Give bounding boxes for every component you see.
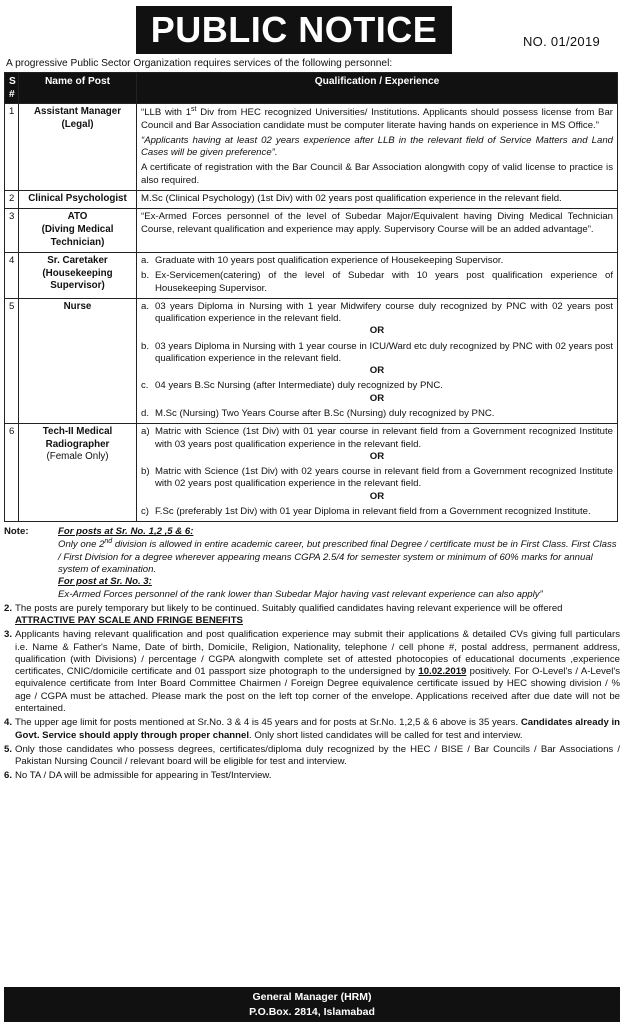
- table-header-row: [5, 73, 618, 104]
- option-item: a. 03 years Diploma in Nursing with 1 year Midwifery course duly recognized by PNC with 02 years post qualification experience in the relevant field.: [141, 300, 613, 325]
- post-name: Sr. Caretaker: [47, 255, 108, 267]
- post-name: Tech-II Medical Radiographer: [42, 426, 113, 450]
- point-text: Applicants having relevant qualification and post qualification experience may submit their applications & detailed CVs giving full particulars i.e. Name & Father's Name, Date of birth, Domicile, Religion, Nationality, telephone / cell phone #, postal address, permanent address, qualification (with Divisions) / percentage / CGPA alongwith complete set of attested photocopies of educational documents ,experience certificates, CNIC/domicile certificate and 01 passport size photograph to the undersigned by 10.02.2019 positively. For O-Level's / A-Level's equivalence certificate from Inter Board Committee Chairmen / Foreign Degree equivalence certificate issued by HEC showing division / % age / CGPA must be attached. Please mark the post on the left top corner of the envelope. Applications received after due date will not be entertained.: [15, 629, 620, 714]
- post-name: Nurse: [63, 300, 92, 312]
- deadline-date: 10.02.2019: [418, 666, 467, 678]
- option-item: a. Graduate with 10 years post qualification experience of Housekeeping Supervisor.: [141, 255, 504, 267]
- post-name-cell: [19, 298, 137, 423]
- point-item: 3. Applicants having relevant qualification and post qualification experience may submit their applications & detailed CVs giving full particulars i.e. Name & Father's Name, Date of birth, Domicile, Religion, Nationality, telephone / cell phone #, postal address, permanent address, qualification (with Divisions) / percentage / CGPA alongwith complete set of attested photocopies of educational documents ,experience certificates, CNIC/domicile certificate and 01 passport size photograph to the undersigned by 10.02.2019 positively. For O-Level's / A-Level's equivalence certificate from Inter Board Committee Chairmen / Foreign Degree equivalence certificate issued by HEC showing division / % age / CGPA must be attached. Please mark the post on the left top corner of the envelope. Applications received after due date will not be entertained.: [4, 629, 620, 714]
- post-name: Assistant Manager: [33, 106, 122, 118]
- footer-signature: [4, 987, 620, 1022]
- notice-header: [4, 4, 620, 56]
- point-text: Only those candidates who possess degrees, certificates/diploma duly recognized by the HEC / BISE / Bar Councils / Bar Associations / Pakistan Nursing Council / relevant board will be eligible for test and interview.: [15, 743, 620, 768]
- qualification-cell: [137, 190, 618, 209]
- row-sn: 6: [5, 424, 19, 522]
- intro-text: A progressive Public Sector Organization requires services of the following personnel:: [6, 58, 393, 69]
- post-name-cell: [19, 209, 137, 253]
- notice-title: PUBLIC NOTICE: [136, 6, 452, 54]
- postal-address: P.O.Box. 2814, Islamabad: [249, 1006, 375, 1018]
- row-sn: 2: [5, 190, 19, 209]
- col-header-sn: S #: [5, 73, 19, 104]
- post-name: Clinical Psychologist: [28, 192, 127, 204]
- qualification-text: “Ex-Armed Forces personnel of the level of Subedar Major/Equivalent having Diving Medical Technician Course, relevant qualification and experience may apply. Supervisory Course will be an added advantage”.: [141, 211, 613, 235]
- or-separator: OR: [369, 490, 385, 502]
- option-item: b. Ex-Servicemen(catering) of the level of Subedar with 10 years post qualification experience of Housekeeping Supervisor.: [141, 270, 613, 294]
- point-text: No TA / DA will be admissible for appearing in Test/Interview.: [15, 770, 272, 782]
- note-text: Ex-Armed Forces personnel of the rank lower than Subedar Major having vast relevant experience can also apply”: [58, 588, 543, 600]
- qualification-cell: [137, 253, 618, 299]
- point-item: 2. The posts are purely temporary but likely to be continued. Suitably qualified candidates having relevant experience will be offered ATTRACTIVE PAY SCALE AND FRINGE BENEFITS: [4, 603, 620, 628]
- table-row: [5, 424, 618, 522]
- table-row: [5, 253, 618, 299]
- or-separator: OR: [369, 450, 385, 462]
- qualification-cell: [137, 104, 618, 191]
- note-heading: For post at Sr. No. 3:: [58, 576, 152, 588]
- post-name: ATO: [67, 211, 88, 223]
- note-heading: For posts at Sr. No. 1,2 ,5 & 6:: [58, 526, 194, 538]
- posts-table: [4, 72, 618, 522]
- col-header-post: Name of Post: [19, 73, 137, 104]
- option-item: c) F.Sc (preferably 1st Div) with 01 year Diploma in relevant field from a Government recognized Institute.: [141, 505, 591, 517]
- table-row: [5, 104, 618, 191]
- row-sn: 5: [5, 298, 19, 423]
- point-item: 6. No TA / DA will be admissible for appearing in Test/Interview.: [4, 770, 620, 782]
- option-item: b) Matric with Science (1st Div) with 02 years course in relevant field from a Government recognized Institute with 02 years post qualification experience in the relevant field.: [141, 466, 613, 490]
- point-item: 4. The upper age limit for posts mentioned at Sr.No. 3 & 4 is 45 years and for posts at Sr.No. 1,2,5 & 6 above is 35 years. Candidates already in Govt. Service should apply through proper channel. Only short listed candidates will be called for test and interview.: [4, 717, 621, 741]
- notes-section: [4, 526, 620, 783]
- notice-page: [4, 4, 620, 783]
- post-subname: (Housekeeping Supervisor): [42, 267, 113, 292]
- qualification-cell: [137, 424, 618, 522]
- option-item: d. M.Sc (Nursing) Two Years Course after B.Sc (Nursing) duly recognized by PNC.: [141, 407, 495, 419]
- post-name-cell: [19, 253, 137, 299]
- option-item: b. 03 years Diploma in Nursing with 1 year course in ICU/Ward etc duly recognized by PNC with 02 years post qualification experience in the relevant field.: [141, 340, 613, 364]
- option-item: a) Matric with Science (1st Div) with 01 year course in relevant field from a Government recognized Institute with 03 years post qualification experience in the relevant field.: [141, 426, 613, 450]
- post-subname: (Diving Medical Technician): [41, 223, 114, 248]
- pay-scale-heading: ATTRACTIVE PAY SCALE AND FRINGE BENEFITS: [15, 615, 243, 627]
- post-subname: (Female Only): [46, 451, 109, 463]
- or-separator: OR: [369, 392, 385, 404]
- note-label: Note:: [4, 526, 29, 538]
- table-row: [5, 298, 618, 423]
- post-name-cell: [19, 104, 137, 191]
- certificate-text: A certificate of registration with the Bar Council & Bar Association alongwith copy of valid license to practice is also required.: [141, 162, 613, 186]
- or-separator: OR: [369, 365, 385, 377]
- signatory-title: General Manager (HRM): [252, 991, 372, 1003]
- qualification-cell: [137, 209, 618, 253]
- notice-number: NO. 01/2019: [522, 34, 600, 49]
- preference-text: “Applicants having at least 02 years experience after LLB in the relevant field of Service Matters and Land Cases will be given preference”.: [141, 134, 613, 159]
- post-name-cell: [19, 424, 137, 522]
- point-item: 5. Only those candidates who possess degrees, certificates/diploma duly recognized by the HEC / BISE / Bar Councils / Bar Associations / Pakistan Nursing Council / relevant board will be eligible for test and interview.: [4, 743, 620, 768]
- point-text: The upper age limit for posts mentioned at Sr.No. 3 & 4 is 45 years and for posts at Sr.No. 1,2,5 & 6 above is 35 years. Candidates already in Govt. Service should apply through proper channel. Only short listed candidates will be called for test and interview.: [15, 717, 621, 741]
- option-item: c. 04 years B.Sc Nursing (after Intermediate) duly recognized by PNC.: [141, 380, 443, 392]
- note-text: Only one 2nd division is allowed in entire academic career, but prescribed final Degree / certificate must be in First Class. First Class / First Division for a degree wherever appearing means CGPA 2.5/4 for semester system or minimum of 60% marks for annual system of examination.: [58, 538, 617, 576]
- table-row: [5, 190, 618, 209]
- post-name-cell: [19, 190, 137, 209]
- qualification-cell: [137, 298, 618, 423]
- row-sn: 1: [5, 104, 19, 191]
- row-sn: 4: [5, 253, 19, 299]
- qualification-text: “LLB with 1st Div from HEC recognized Universities/ Institutions. Applicants should possess license from Bar Council and Bar Association candidate must be computer literate having hands on experience in MS Office.”: [141, 106, 613, 131]
- row-sn: 3: [5, 209, 19, 253]
- table-row: [5, 209, 618, 253]
- col-header-qualification: Qualification / Experience: [137, 73, 618, 104]
- or-separator: OR: [369, 325, 385, 337]
- post-subname: (Legal): [61, 118, 94, 130]
- qualification-text: M.Sc (Clinical Psychology) (1st Div) with 02 years post qualification experience in the relevant field.: [141, 192, 562, 204]
- point-text: The posts are purely temporary but likely to be continued. Suitably qualified candidates having relevant experience will be offered: [15, 602, 563, 614]
